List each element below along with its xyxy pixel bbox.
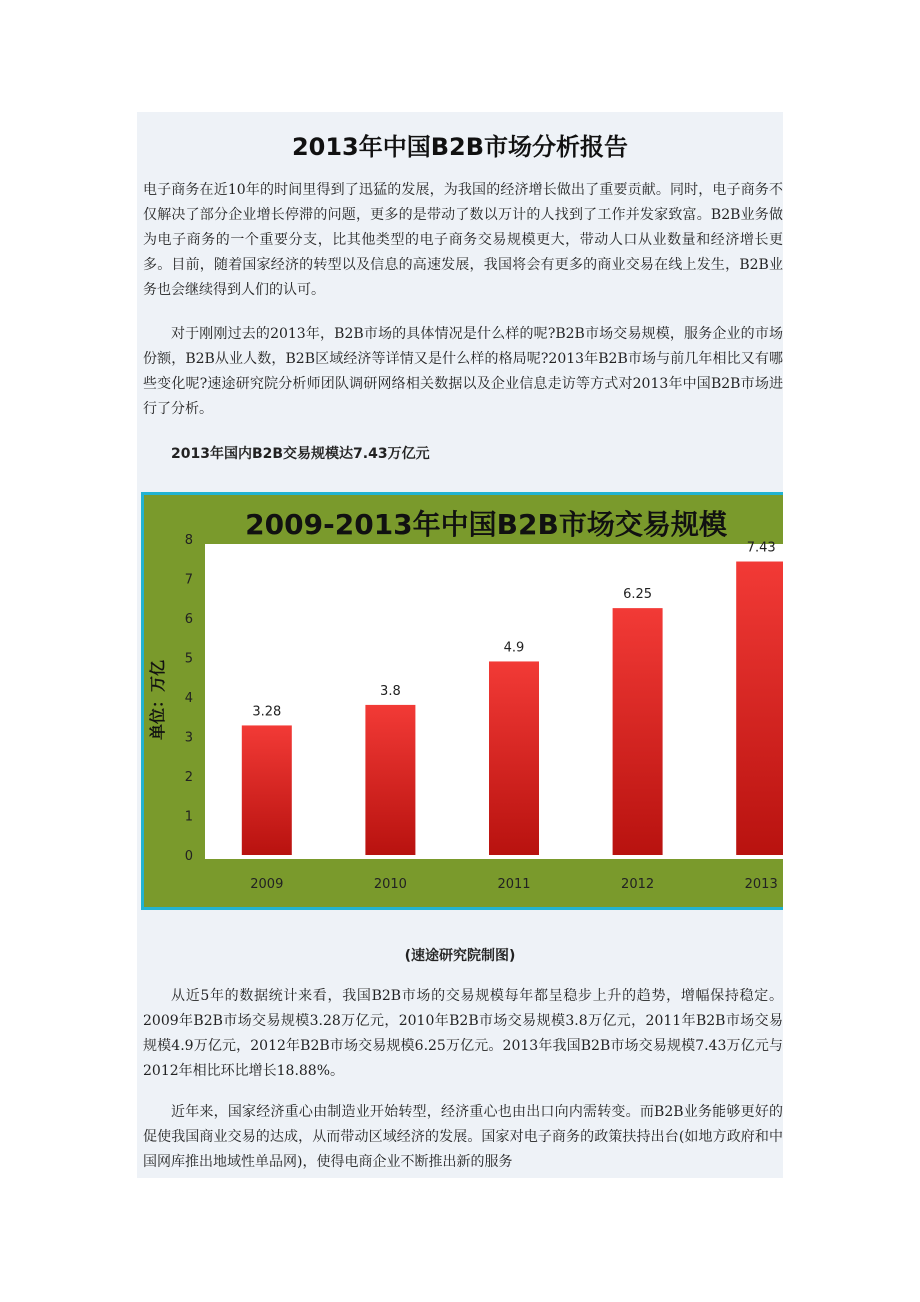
paragraph-context: 对于刚刚过去的2013年，B2B市场的具体情况是什么样的呢?B2B市场交易规模，服务企业的市场份额，B2B从业人数，B2B区域经济等详情又是什么样的格局呢?2013年B2B市场与前几年相比又有哪些变化呢?速途研究院分析师团队调研网络相关数据以及企业信息走访等方式对2013年中国B2B市场进行了分析。 [143,326,783,417]
chart-data-label: 7.43 [746,540,776,556]
paragraph-trend: 近年来，国家经济重心由制造业开始转型，经济重心也由出口向内需转变。而B2B业务能够更好的促使我国商业交易的达成，从而带动区域经济的发展。国家对电子商务的政策扶持出台(如地方政府和中国网库推出地域性单品网)，使得电商企业不断推出新的服务 [143,1104,783,1170]
chart-bar-2011 [489,661,539,855]
chart-x-tick-label: 2010 [373,877,407,892]
chart-x-tick-label: 2011 [497,877,531,892]
chart-y-tick-label: 4 [184,691,193,706]
chart-y-axis-label: 单位：万亿 [148,659,167,741]
chart-x-tick-label: 2009 [250,877,284,892]
chart-bar-2009 [242,725,292,855]
chart-y-tick-label: 0 [184,849,193,864]
chart-x-tick-label: 2012 [621,877,655,892]
chart-data-label: 3.28 [252,704,282,720]
chart-bar-2010 [365,705,415,855]
chart-bar-2012 [613,608,663,855]
chart-y-tick-label: 3 [184,730,193,746]
paragraph-intro: 电子商务在近10年的时间里得到了迅猛的发展，为我国的经济增长做出了重要贡献。同时，电子商务不仅解决了部分企业增长停滞的问题，更多的是带动了数以万计的人找到了工作并发家致富。B2B业务做为电子商务的一个重要分支，比其他类型的电子商务交易规模更大，带动人口从业数量和经济增长更多。目前，随着国家经济的转型以及信息的高速发展，我国将会有更多的商业交易在线上发生，B2B业务也会继续得到人们的认可。 [143,182,783,298]
bar-chart [141,492,783,910]
chart-y-tick-label: 8 [184,533,193,548]
chart-data-label: 3.8 [380,683,401,699]
chart-y-ticks [185,533,193,864]
chart-y-tick-label: 6 [184,612,193,627]
bar-chart-svg [141,492,783,910]
chart-y-tick-label: 5 [184,651,193,667]
chart-y-tick-label: 7 [184,572,193,588]
chart-bar-2013 [736,562,783,855]
chart-data-label: 6.25 [623,587,653,603]
chart-title: 2009-2013年中国B2B市场交易规模 [245,508,727,541]
section-heading: 2013年国内B2B交易规模达7.43万亿元 [171,446,430,462]
paragraph-analysis: 从近5年的数据统计来看，我国B2B市场的交易规模每年都呈稳步上升的趋势，增幅保持稳定。2009年B2B市场交易规模3.28万亿元，2010年B2B市场交易规模3.8万亿元，2011年B2B市场交易规模4.9万亿元，2012年B2B市场交易规模6.25万亿元。2013年我国B2B市场交易规模7.43万亿元与2012年相比环比增长18.88%。 [143,988,783,1079]
chart-y-tick-label: 2 [184,770,193,785]
chart-caption: (速途研究院制图) [404,948,516,964]
document-title: 2013年中国B2B市场分析报告 [291,133,629,161]
chart-data-label: 4.9 [503,640,525,656]
chart-y-tick-label: 1 [184,809,193,825]
document-page [137,112,783,1178]
chart-x-tick-label: 2013 [744,877,778,892]
